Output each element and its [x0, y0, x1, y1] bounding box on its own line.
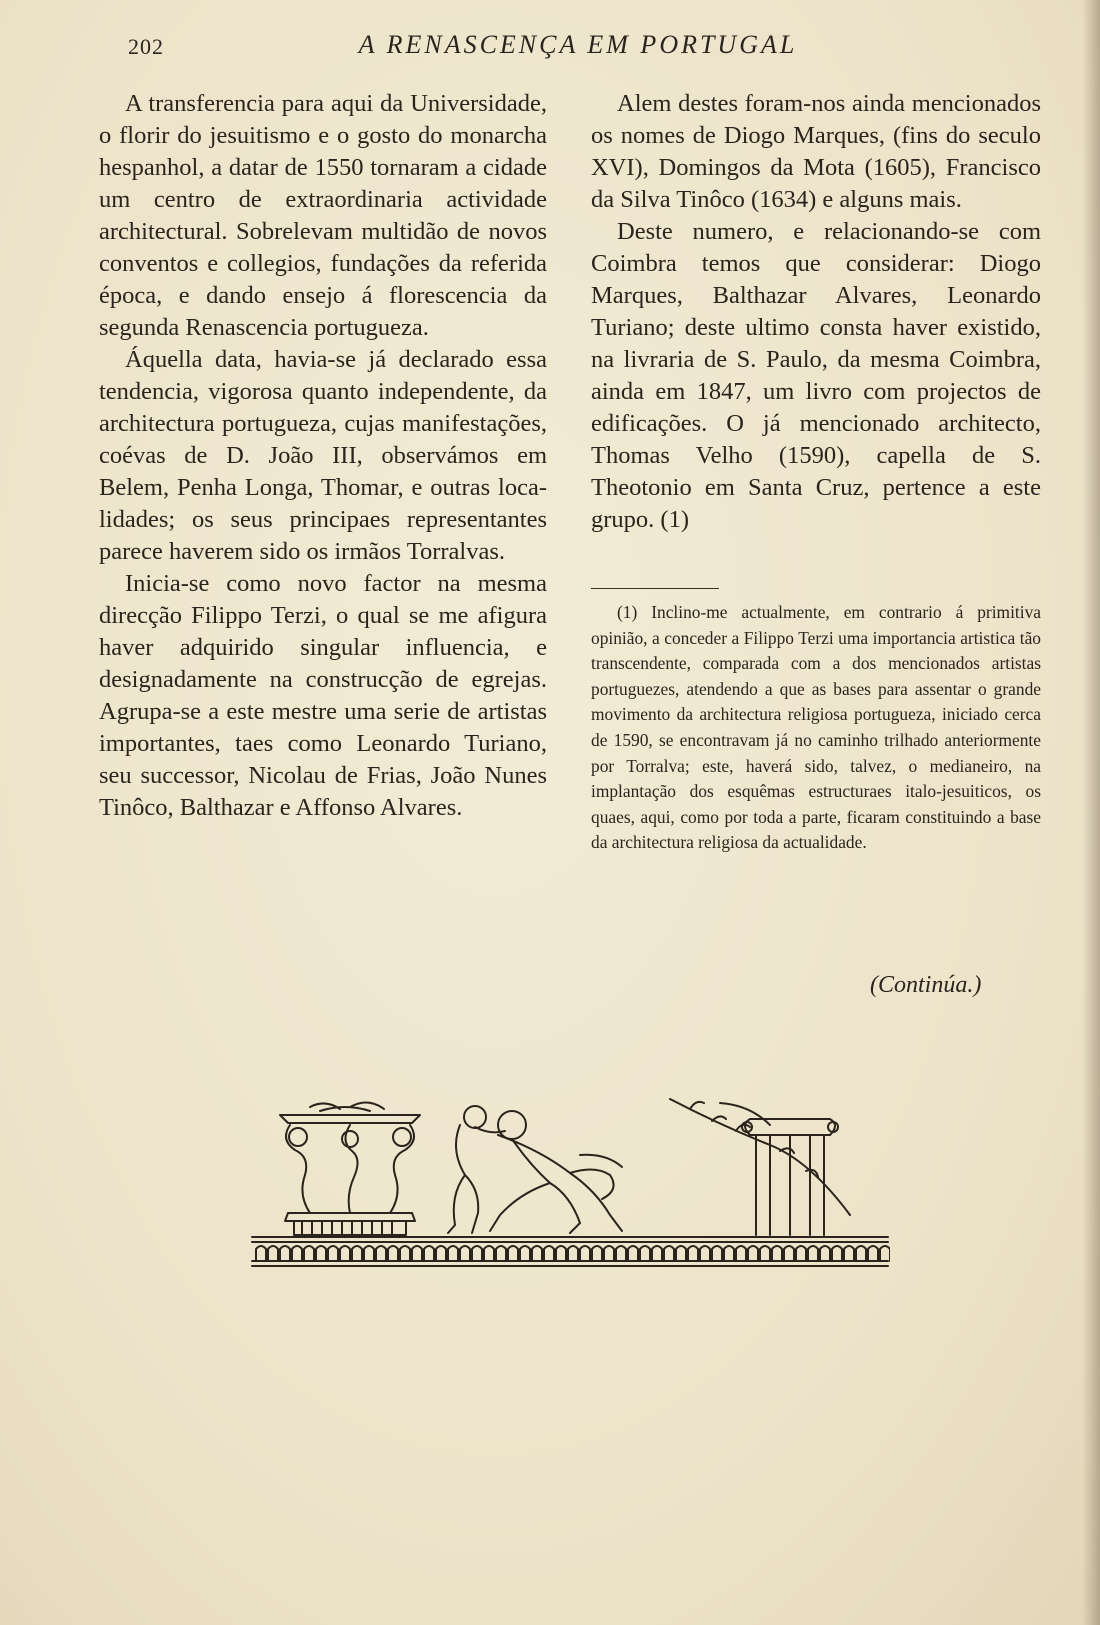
wrestling-figures: [448, 1106, 622, 1233]
footnote-divider: [591, 588, 719, 589]
running-head: [128, 30, 1048, 66]
paragraph: Deste numero, e relacionando-se com Coimbra temos que considerar: Diogo Marques, Balthazar Alvares, Leonardo Turiano; deste ultimo consta haver existido, na livraria de S. Paulo, da mesma Coimbra, ainda em 1847, um livro com projectos de edificações. O já mencionado architecto, Thomas Velho (1590), capella de S. Theotonio em Santa Cruz, pertence a este grupo. (1): [591, 218, 1041, 533]
left-column: [99, 88, 547, 824]
page-edge-shadow: [1082, 0, 1100, 1625]
right-column: [591, 88, 1041, 536]
tripod-altar: [280, 1102, 420, 1235]
frieze-border: [252, 1237, 890, 1266]
page-number: 202: [128, 34, 164, 59]
column-and-branch: [670, 1099, 850, 1235]
paragraph: A transferencia para aqui da Universidade, o florir do jesuitismo e o gosto do monarcha hespanhol, a datar de 1550 tornaram a cidade um centro de extraordinaria actividade architectural. Sobrelevam multidão de novos conventos e collegios, fundações da referida época, e dando ensejo á florescencia da segunda Renascencia portugueza.: [99, 90, 547, 341]
paragraph: Inicia-se como novo factor na mesma direcção Filippo Terzi, o qual se me afigura haver adquirido singular influencia, e designadamente na construcção de egrejas. Agrupa-se a este mestre uma serie de artistas importantes, taes como Leonardo Turiano, seu successor, Nicolau de Frias, João Nunes Tinôco, Balthazar e Affonso Alvares.: [99, 570, 547, 821]
paragraph: Áquella data, havia-se já declarado essa tendencia, vigorosa quanto independente, da architectura portugueza, cujas manifestações, coévas de D. João III, observámos em Belem, Penha Longa, Thomar, e outras localidades; os seus principaes representantes parece haverem sido os irmãos Torralvas.: [99, 346, 547, 565]
running-title: A RENASCENÇA EM PORTUGAL: [358, 30, 798, 59]
paragraph: Alem destes foram-nos ainda mencionados os nomes de Diogo Marques, (fins do seculo XVI), Domingos da Mota (1605), Francisco da Silva Tinôco (1634) e alguns mais.: [591, 90, 1041, 213]
continuation-note: (Continúa.): [870, 972, 982, 998]
footnote: (1) Inclino-me actualmente, em contrario á primitiva opinião, a conceder a Filippo Terzi uma importancia artistica tão transcendente, comparada com a dos mencionados artistas portuguezes, atendendo a que as bases para assentar o grande movimento da architectura religiosa portugueza, iniciado cerca de 1590, se encontravam já no caminho trilhado anteriormente por Torralva; este, haverá sido, talvez, o medianeiro, na implantação dos esquêmas estructuraes italo-jesuiticos, os quaes, aqui, como por toda a parte, ficaram constituindo a base da architectura religiosa da actualidade.: [591, 602, 1041, 853]
classical-wrestlers-vignette-icon: [250, 1095, 890, 1275]
